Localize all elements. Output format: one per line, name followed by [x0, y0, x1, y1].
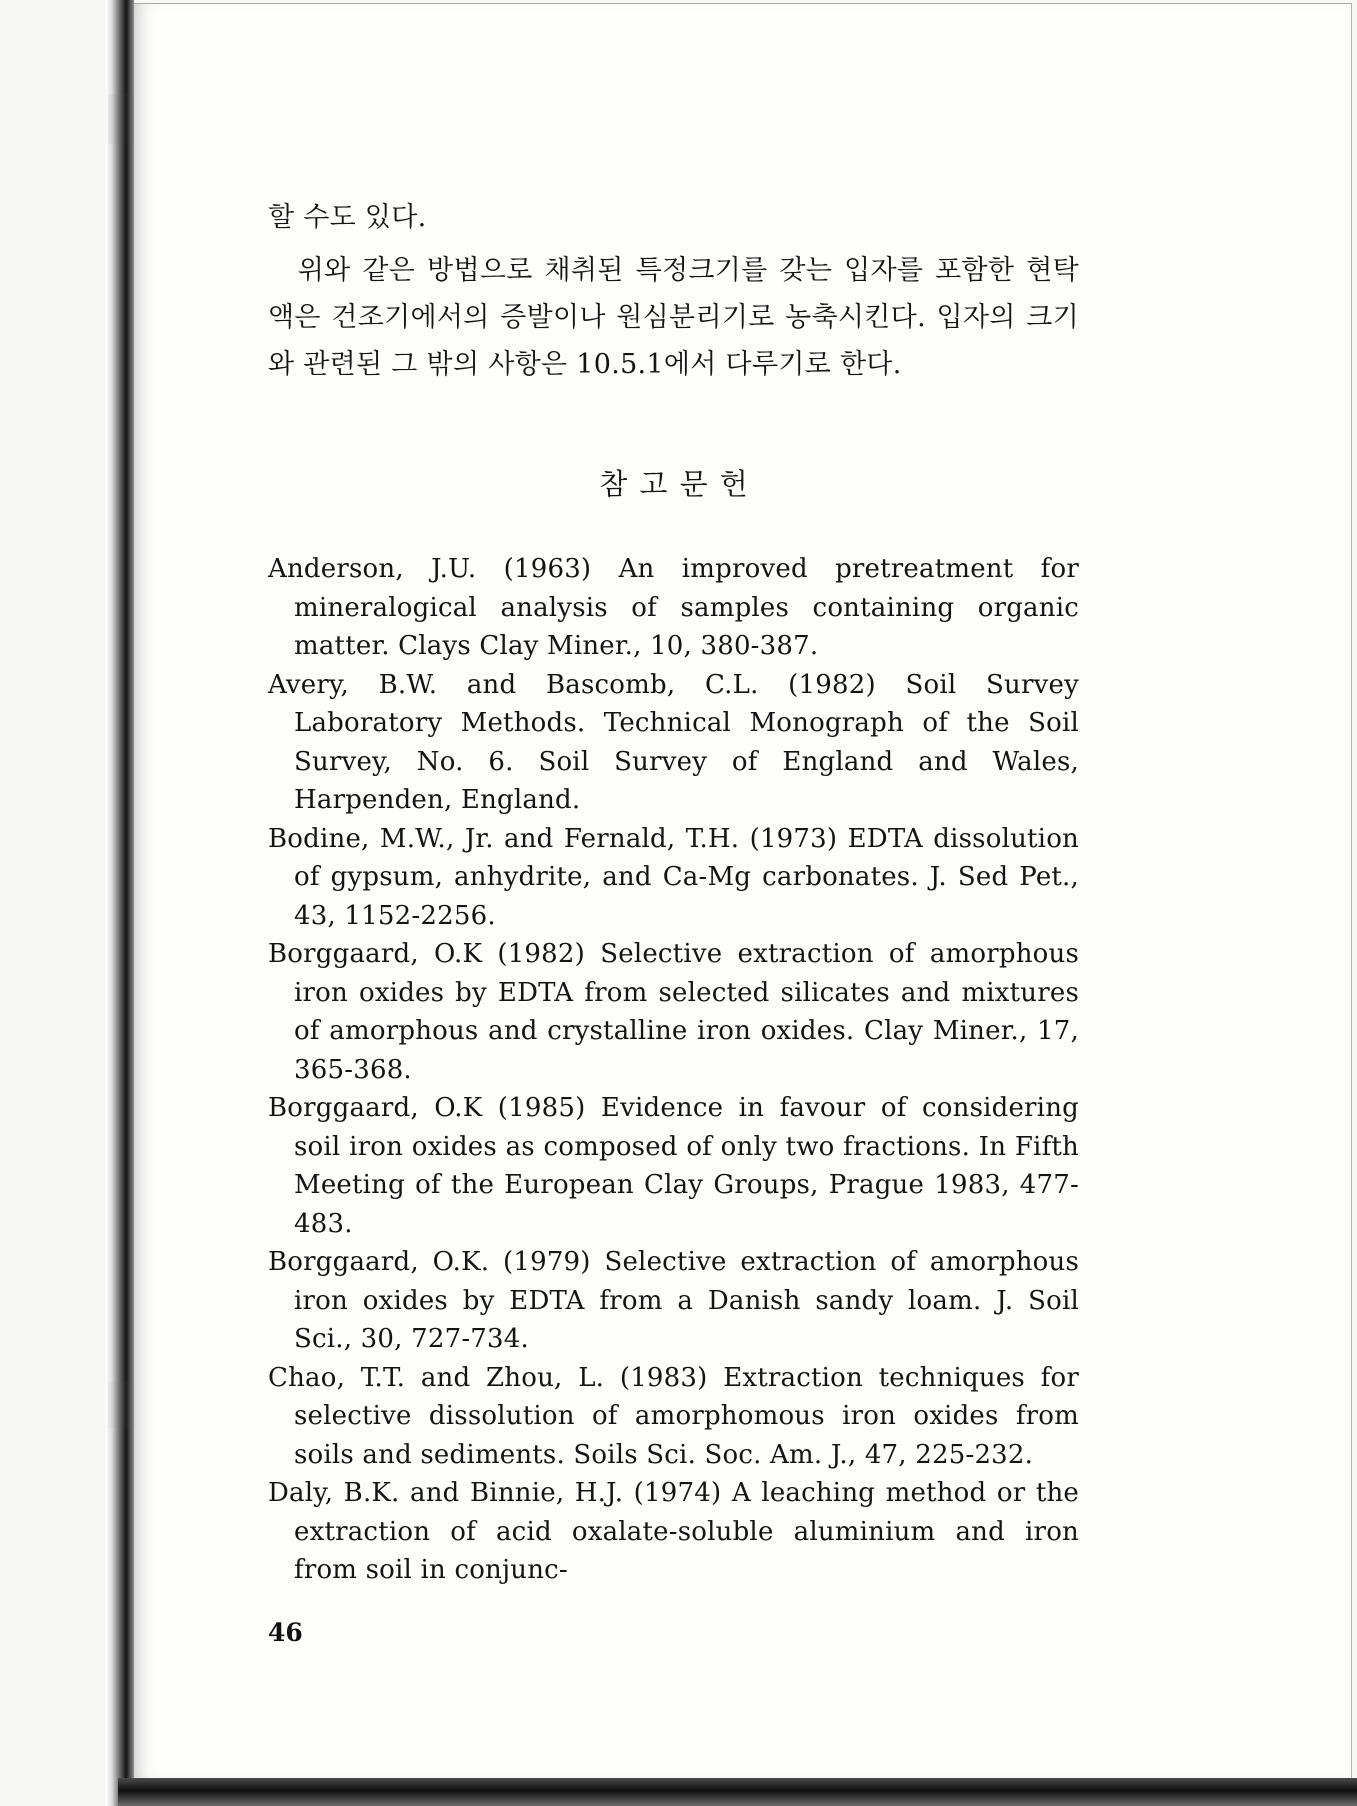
reference-item: Borggaard, O.K. (1979) Selective extraction of amorphous iron oxides by EDTA from a Danish sandy loam. J. Soil Sci., 30, 727-734. — [268, 1247, 1079, 1354]
reference-item: Borggaard, O.K (1982) Selective extraction of amorphous iron oxides by EDTA from selected silicates and mixtures of amorphous and crystalline iron oxides. Clay Miner., 17, 365-368. — [268, 939, 1079, 1085]
section-title: 참고문헌 — [599, 467, 760, 501]
reference-item: Avery, B.W. and Bascomb, C.L. (1982) Soil Survey Laboratory Methods. Technical Monograph of the Soil Survey, No. 6. Soil Survey of England and Wales, Harpenden, England. — [268, 669, 1079, 815]
intro-paragraph: 위와 같은 방법으로 채취된 특정크기를 갖는 입자를 포함한 현탁액은 건조기에서의 증발이나 원심분리기로 농축시킨다. 입자의 크기와 관련된 그 밖의 사항은 10.5.1에서 다루기로 한다. — [268, 255, 1079, 380]
reference-list — [268, 550, 1079, 1590]
reference-item: Bodine, M.W., Jr. and Fernald, T.H. (1973) EDTA dissolution of gypsum, anhydrite, and Ca-Mg carbonates. J. Sed Pet., 43, 1152-2256. — [268, 823, 1079, 931]
reference-item: Daly, B.K. and Binnie, H.J. (1974) A leaching method or the extraction of acid oxalate-soluble aluminium and iron from soil in conjunc- — [268, 1478, 1079, 1585]
page-number: 46 — [268, 1617, 303, 1647]
page — [134, 3, 1352, 1778]
reference-item: Chao, T.T. and Zhou, L. (1983) Extraction techniques for selective dissolution of amorphomous iron oxides from soils and sediments. Soils Sci. Soc. Am. J., 47, 225-232. — [268, 1362, 1079, 1470]
page-bottom-edge-shadow — [118, 1778, 1357, 1806]
reference-item: Anderson, J.U. (1963) An improved pretreatment for mineralogical analysis of samples containing organic matter. Clays Clay Miner., 10, 380-387. — [268, 554, 1079, 661]
book-spine-shadow — [106, 0, 134, 1806]
intro-line: 할 수도 있다. — [268, 202, 427, 233]
page-content — [134, 4, 1351, 1778]
reference-item: Borggaard, O.K (1985) Evidence in favour of considering soil iron oxides as composed of only two fractions. In Fifth Meeting of the European Clay Groups, Prague 1983, 477-483. — [268, 1093, 1079, 1239]
